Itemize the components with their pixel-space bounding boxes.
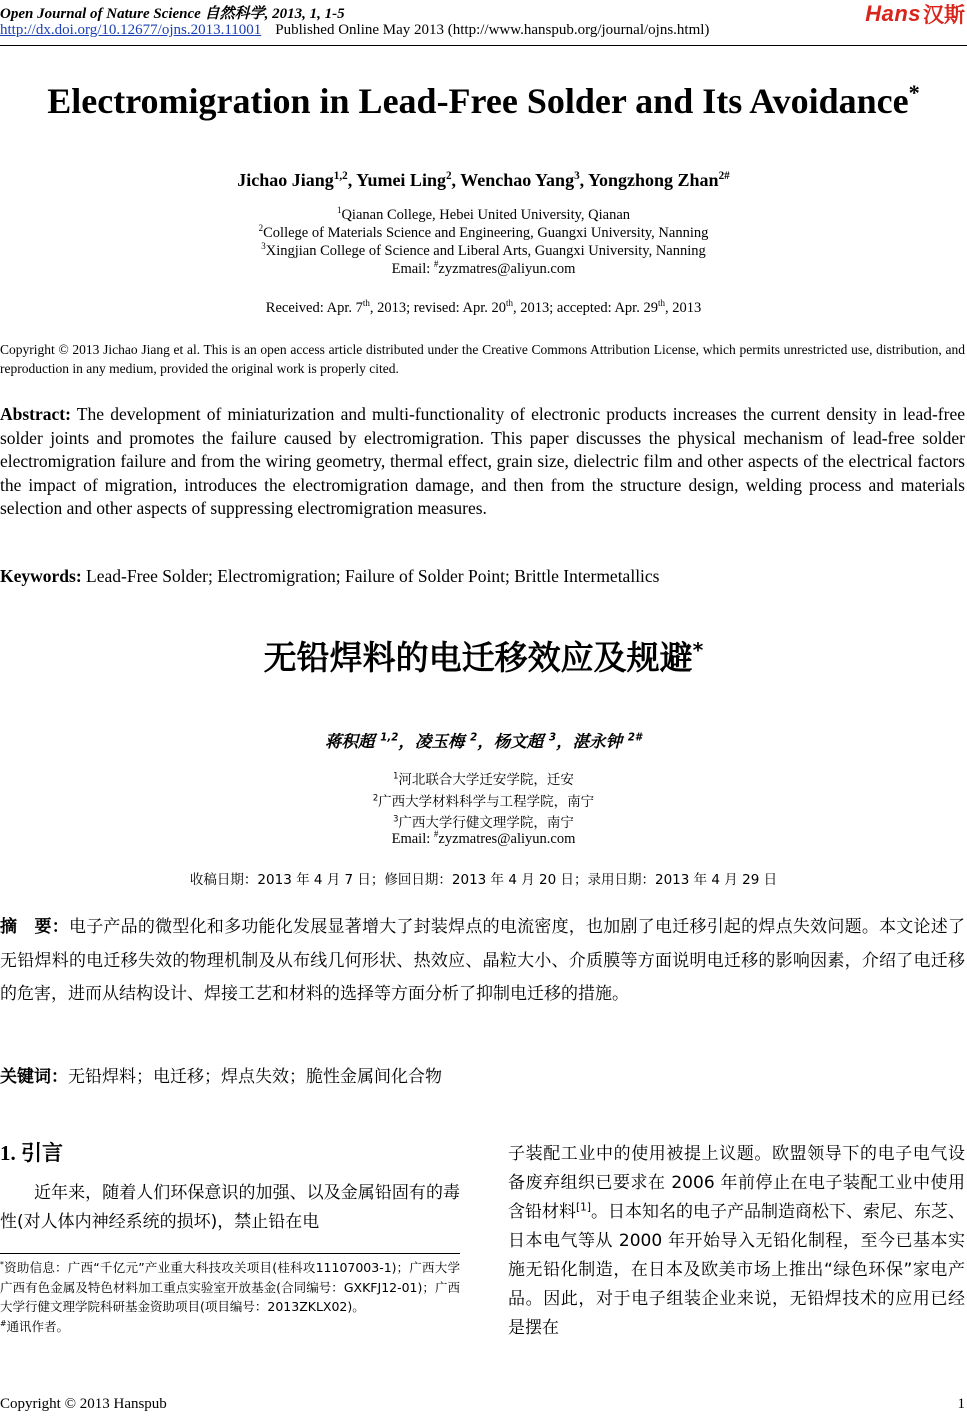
section-heading: 1. 引言 [0, 1141, 63, 1165]
logo-text-en: Hans [865, 1, 921, 26]
authors-cn [0, 728, 967, 752]
abstract-cn-label: 摘 要： [0, 917, 69, 937]
received-dates-en: Received: Apr. 7th, 2013; revised: Apr. 20th, 2013; accepted: Apr. 29th, 2013 [265, 298, 702, 316]
abstract-text: The development of miniaturization and multi-functionality of electronic products increases the current density in lead-free solder joints and promotes the failure caused by electromigration. This paper discusses the physical mechanism of lead-free solder electromigration failure and from the wiring geometry, thermal effect, grain size, dielectric film and other aspects of the electrical factors the impact of migration, introduces the electromigration damage, and then from the structure design, welding process and materials selection and other aspects of suppressing electromigration measures. [0, 404, 965, 518]
abstract-cn-text: 电子产品的微型化和多功能化发展显著增大了封装焊点的电流密度，也加剧了电迁移引起的焊点失效问题。本文论述了无铅焊料的电迁移失效的物理机制及从布线几何形状、热效应、晶粒大小、介质膜等方面说明电迁移的影响因素，介绍了电迁移的危害，进而从结构设计、焊接工艺和材料的选择等方面分析了抑制电迁移的措施。 [0, 917, 966, 1004]
keywords-label: Keywords: [0, 566, 82, 586]
affiliation-en: $^1$Qianan College, Hebei United University, Qianan [336, 205, 631, 223]
keywords-cn-label: 关键词： [0, 1067, 68, 1087]
affiliation-cn: $^2$广西大学材料科学与工程学院，南宁 [372, 792, 595, 810]
copyright-notice: Copyright © 2013 Jichao Jiang et al. This is an open access article distributed under the Creative Commons Attribution License, which permits unrestricted use, distribution, and reproduction in any medium, provided the original work is properly cited. [0, 342, 965, 376]
doi-link[interactable]: http://dx.doi.org/10.12677/ojns.2013.11001 [0, 22, 262, 38]
footnote-funding: *资助信息：广西“千亿元”产业重大科技攻关项目(桂科攻11107003-1)；广西大学广西有色金属及特色材料加工重点实验室开放基金(合同编号：GXKFJ12-01)；广西大学行健文理学院科研基金资助项目(项目编号：2013ZKLX02)。 [0, 1259, 460, 1314]
keywords-text: Lead-Free Solder; Electromigration; Failure of Solder Point; Brittle Intermetallics [81, 566, 660, 586]
author: Yongzhong Zhan$^{2\#}$ [588, 170, 730, 190]
paper-title-en: Electromigration in Lead-Free Solder and Its Avoidance* [47, 80, 920, 121]
author: Wenchao Yang$^3$, [460, 170, 588, 190]
header-doi-line [0, 22, 709, 39]
journal-citation: Open Journal of Nature Science 自然科学, 2013, 1, 1-5 [0, 6, 345, 22]
author: 杨文超 $^3$， [493, 732, 573, 751]
author: 蒋积超 $^{1,2}$， [324, 732, 415, 751]
authors-en [0, 170, 967, 191]
author: Jichao Jiang$^{1,2}$, [237, 170, 357, 190]
abstract-en [0, 403, 965, 521]
email-en: Email: #zyzmatres@aliyun.com [391, 259, 576, 277]
received-dates-cn: 收稿日期：2013 年 4 月 7 日；修回日期：2013 年 4 月 20 日；录用日期：2013 年 4 月 29 日 [189, 872, 778, 888]
affiliation-en: $^2$College of Materials Science and Engineering, Guangxi University, Nanning [258, 223, 709, 241]
left-column [0, 1137, 460, 1237]
footnotes [0, 1258, 460, 1336]
paper-title-cn: 无铅焊料的电迁移效应及规避* [263, 638, 704, 677]
footnote-corresponding: #通讯作者。 [0, 1318, 70, 1334]
intro-paragraph: 近年来，随着人们环保意识的加强、以及金属铅固有的毒性(对人体内神经系统的损坏)，禁止铅在电 [0, 1183, 460, 1232]
abstract-label: Abstract: [0, 404, 71, 424]
author: Yumei Ling$^2$, [356, 170, 461, 190]
author: 湛永钟 $^{2\#}$ [572, 732, 643, 751]
keywords-cn [0, 1062, 965, 1087]
right-column: 子装配工业中的使用被提上议题。欧盟领导下的电子电气设备废弃组织已要求在 2006 年前停止在电子装配工业中使用含铅材料[1]。日本知名的电子产品制造商松下、索尼、东芝、日本电气等从 2000 年开始导入无铅化制程，至今已基本实施无铅化制造，在日本及欧美市场上推出“绿色环保”家电产品。因此，对于电子组装企业来说，无铅焊技术的应用已经是摆在 [508, 1144, 966, 1338]
abstract-cn [0, 911, 965, 1012]
footer-copyright: Copyright © 2013 Hanspub [0, 1396, 167, 1412]
hanspub-logo [865, 2, 965, 26]
email-cn: Email: #zyzmatres@aliyun.com [391, 829, 576, 847]
affiliation-cn: $^3$广西大学行健文理学院，南宁 [393, 813, 574, 831]
keywords-en [0, 566, 965, 587]
citation-ref[interactable]: [1] [576, 1201, 591, 1214]
keywords-cn-text: 无铅焊料；电迁移；焊点失效；脆性金属间化合物 [68, 1067, 442, 1087]
published-online: Published Online May 2013 (http://www.hanspub.org/journal/ojns.html) [275, 22, 710, 38]
affiliation-cn: $^1$河北联合大学迁安学院，迁安 [393, 770, 574, 788]
header-rule [0, 45, 967, 46]
affiliation-en: $^3$Xingjian College of Science and Liberal Arts, Guangxi University, Nanning [261, 241, 706, 259]
author: 凌玉梅 $^2$， [414, 732, 494, 751]
footnote-rule [0, 1253, 460, 1254]
page-number: 1 [957, 1396, 965, 1412]
logo-text-cn: 汉斯 [923, 3, 965, 27]
